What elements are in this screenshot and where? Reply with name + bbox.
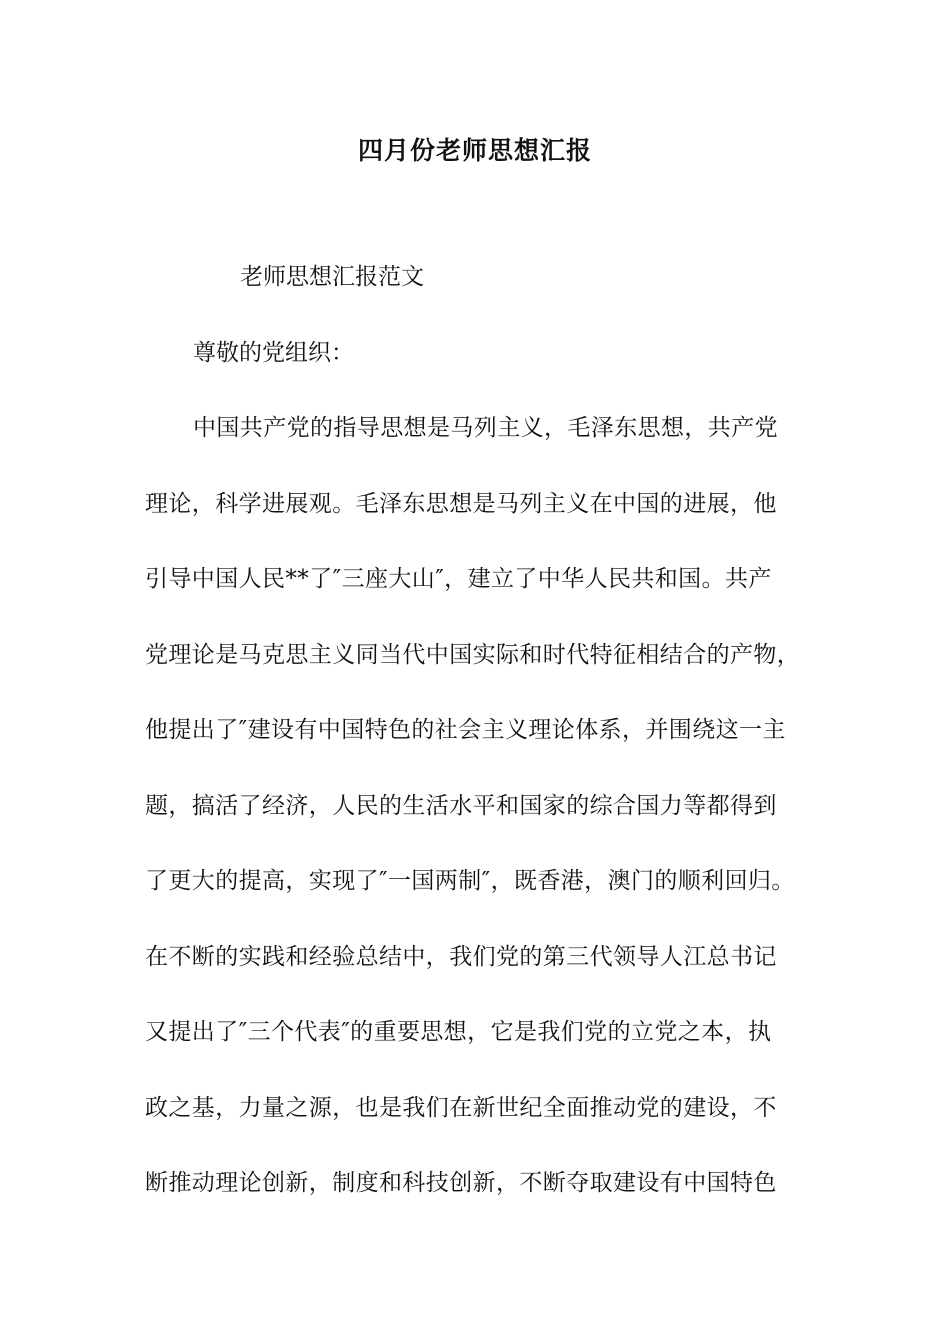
document-subtitle: 老师思想汇报范文 [240, 264, 424, 290]
body-line: 理论，科学进展观。毛泽东思想是马列主义在中国的进展，他 [145, 490, 777, 517]
body-line: 题，搞活了经济，人民的生活水平和国家的综合国力等都得到 [145, 792, 777, 819]
body-line: 断推动理论创新，制度和科技创新，不断夺取建设有中国特色 [145, 1170, 777, 1196]
body-line: 引导中国人民**了″三座大山″，建立了中华人民共和国。共产 [145, 566, 772, 592]
body-line: 中国共产党的指导思想是马列主义，毛泽东思想，共产党 [193, 415, 778, 441]
body-line: 在不断的实践和经验总结中，我们党的第三代领导人江总书记 [145, 943, 777, 970]
body-line: 了更大的提高，实现了″一国两制″，既香港，澳门的顺利回归。 [145, 868, 795, 894]
body-line: 党理论是马克思主义同当代中国实际和时代特征相结合的产物， [145, 641, 801, 668]
body-paragraph [145, 410, 825, 1241]
salutation: 尊敬的党组织： [193, 340, 354, 366]
body-line: 又提出了″三个代表″的重要思想，它是我们党的立党之本，执 [145, 1019, 772, 1045]
document-title: 四月份老师思想汇报 [357, 136, 592, 165]
body-line: 他提出了″建设有中国特色的社会主义理论体系，并围绕这一主 [145, 717, 786, 743]
body-line: 政之基，力量之源，也是我们在新世纪全面推动党的建设，不 [145, 1094, 777, 1121]
